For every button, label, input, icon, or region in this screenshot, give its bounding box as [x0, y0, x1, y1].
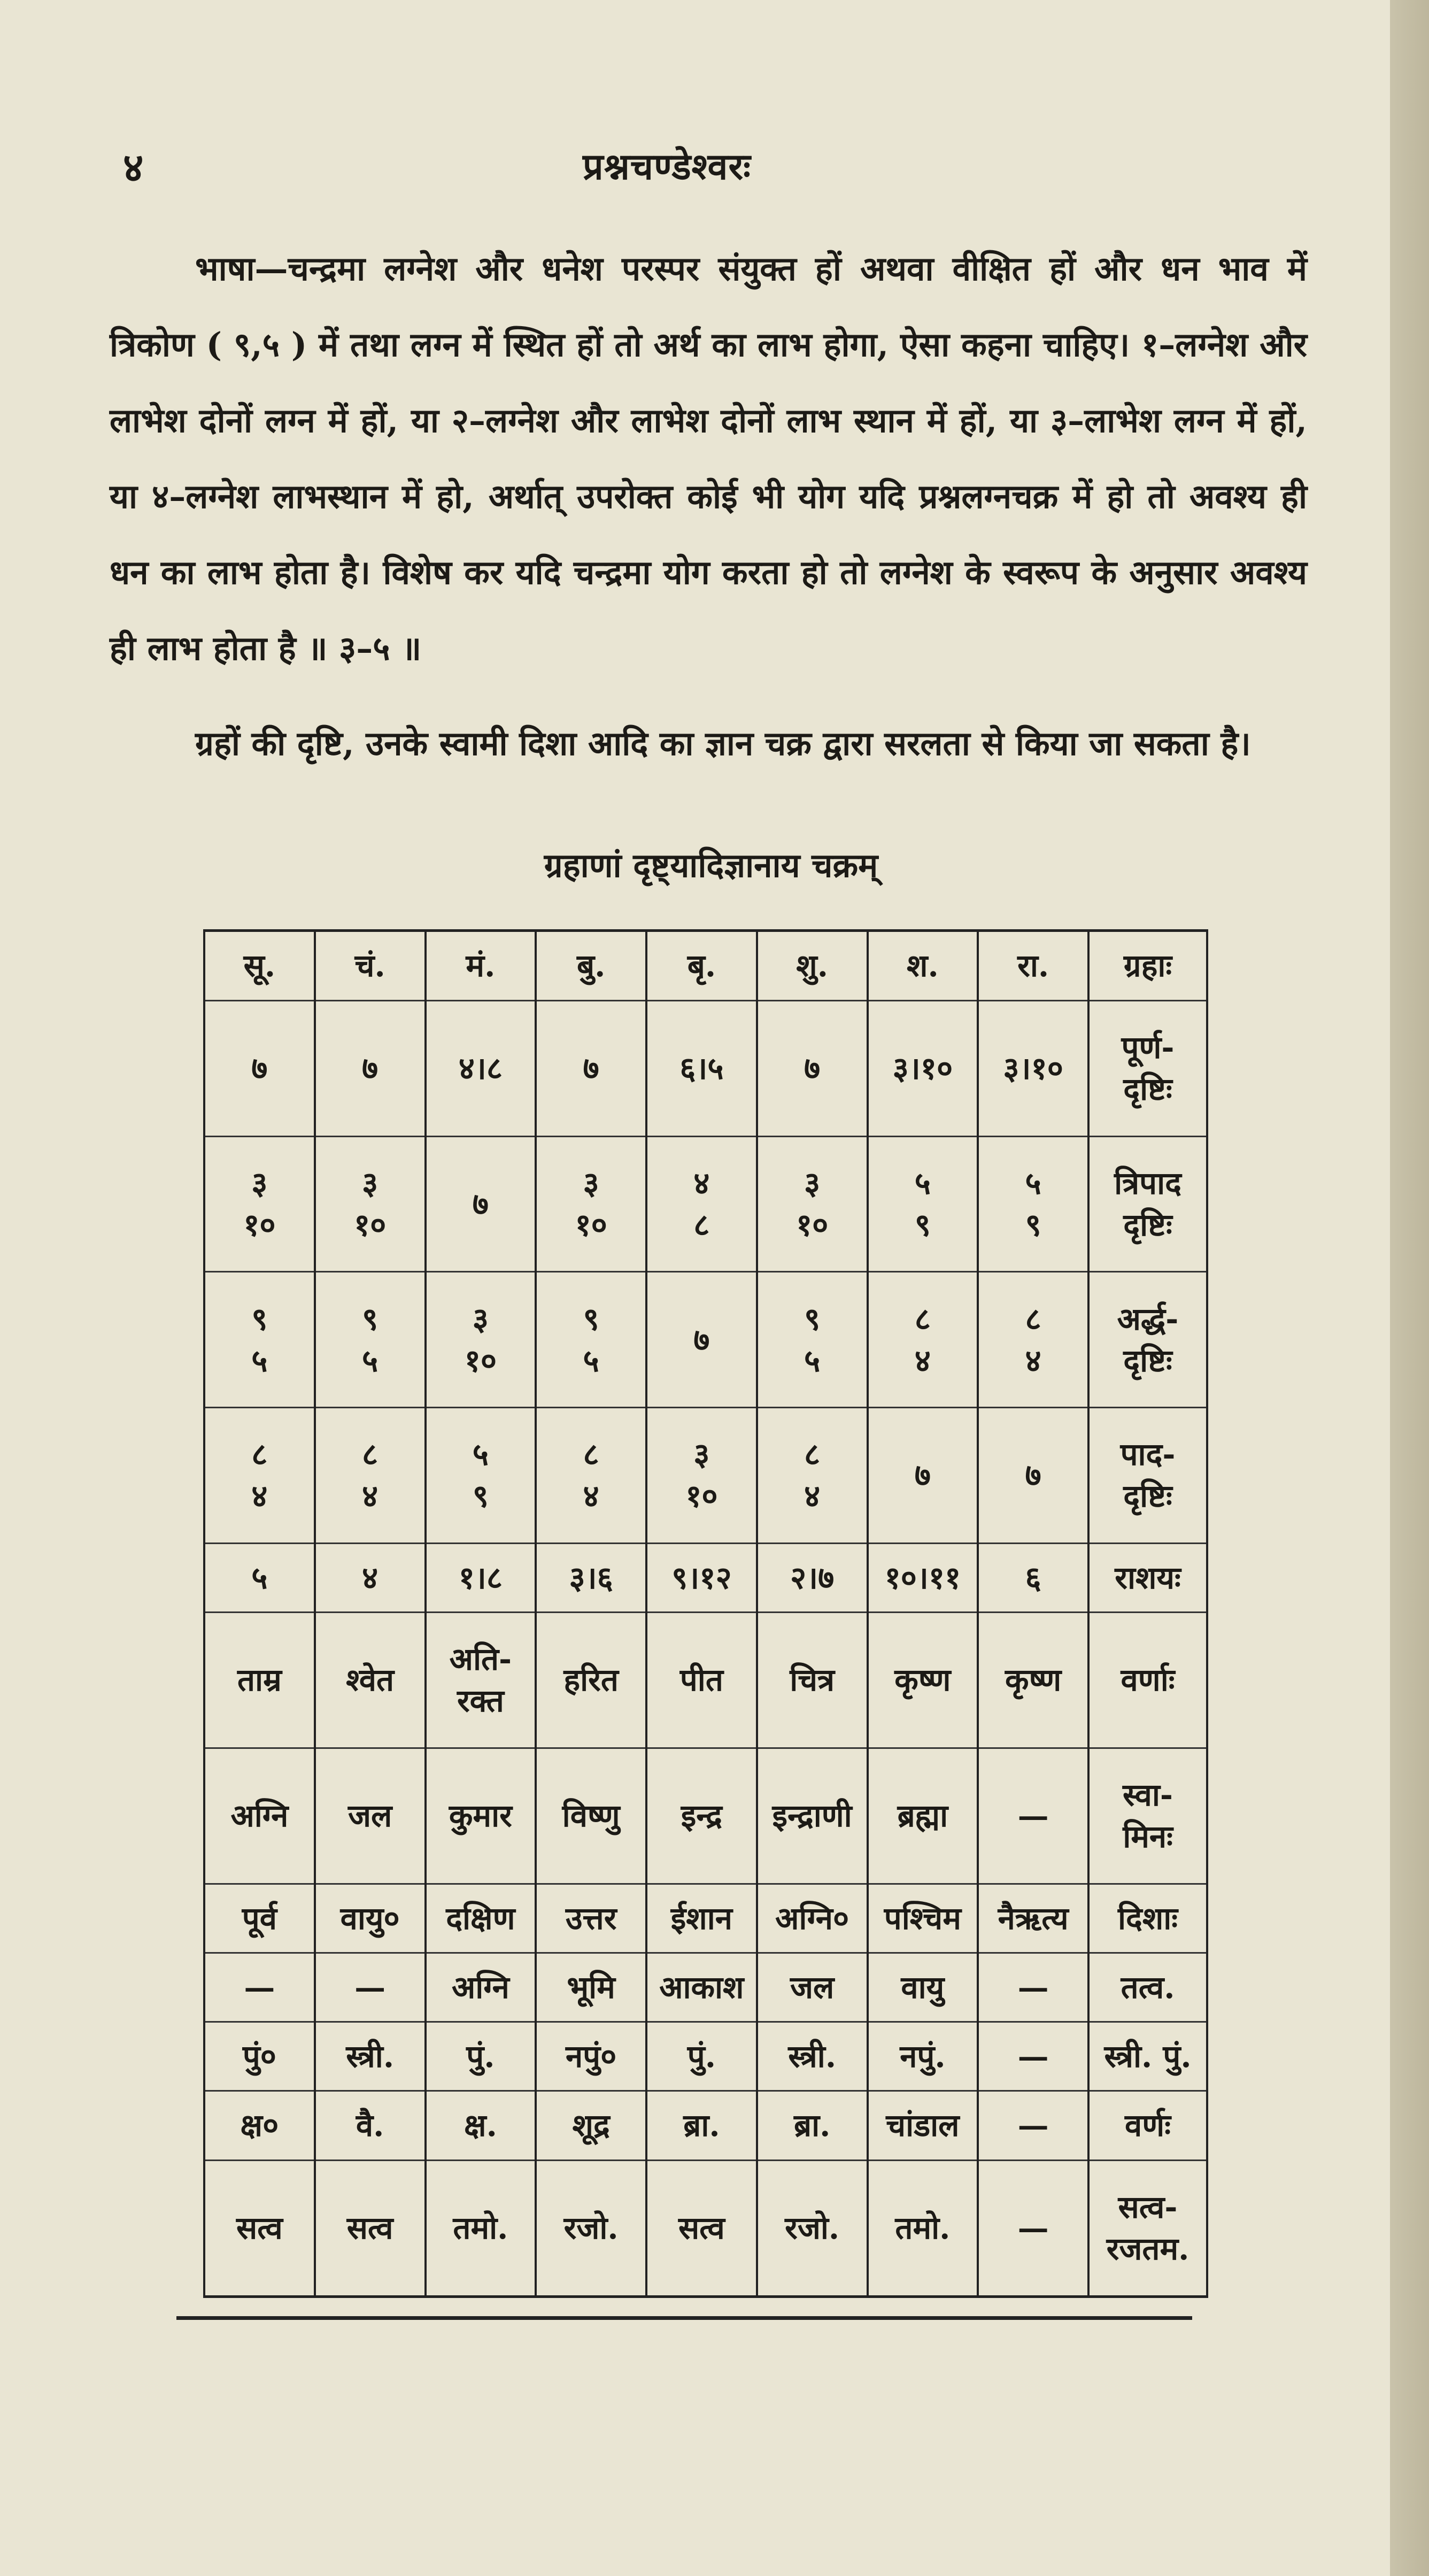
table-cell: पुं. [426, 2022, 536, 2091]
table-cell: पश्चिम [868, 1884, 978, 1953]
table-cell: ७ [868, 1408, 978, 1544]
row-label-cell: पाद- दृष्टिः [1088, 1408, 1207, 1544]
table-cell: उत्तर [536, 1884, 646, 1953]
table-cell: अति- रक्त [426, 1613, 536, 1748]
table-cell: ३।६ [536, 1543, 646, 1612]
table-cell: पीत [646, 1613, 757, 1748]
table-cell: ७ [536, 1000, 646, 1136]
table-row [204, 1748, 1207, 1884]
table-cell: ४ ८ [646, 1136, 757, 1272]
table-row [204, 1543, 1207, 1612]
row-label-cell: ग्रहाः [1088, 931, 1207, 1001]
table-cell: श्वेत [315, 1613, 426, 1748]
table-cell: नपुं० [536, 2022, 646, 2091]
table-cell: ९ ५ [204, 1272, 315, 1408]
row-label-cell: राशयः [1088, 1543, 1207, 1612]
table-cell: ५ ९ [868, 1136, 978, 1272]
table-cell: आकाश [646, 1953, 757, 2022]
table-cell: ३।१० [868, 1000, 978, 1136]
table-cell: चं. [315, 931, 426, 1001]
table-cell: भूमि [536, 1953, 646, 2022]
table-row [204, 1272, 1207, 1408]
table-cell: ४ [315, 1543, 426, 1612]
table-cell: श. [868, 931, 978, 1001]
table-cell: रा. [978, 931, 1088, 1001]
table-cell: इन्द्राणी [757, 1748, 868, 1884]
row-label-cell: त्रिपाद दृष्टिः [1088, 1136, 1207, 1272]
table-cell: पूर्व [204, 1884, 315, 1953]
table-cell: ८ ४ [536, 1408, 646, 1544]
table-cell: ब्रा. [757, 2091, 868, 2160]
table-cell: इन्द्र [646, 1748, 757, 1884]
page-edge [1390, 0, 1429, 2576]
row-label-cell: दिशाः [1088, 1884, 1207, 1953]
table-cell: ८ ४ [978, 1272, 1088, 1408]
bottom-rule [176, 2316, 1192, 2320]
table-cell: — [978, 1953, 1088, 2022]
table-cell: ६ [978, 1543, 1088, 1612]
row-label-cell: अर्द्ध- दृष्टिः [1088, 1272, 1207, 1408]
table-cell: ३ १० [646, 1408, 757, 1544]
table-cell: ७ [315, 1000, 426, 1136]
table-cell: ७ [978, 1408, 1088, 1544]
running-header: प्रश्नचण्डेश्वरः [583, 145, 751, 188]
table-row [204, 2160, 1207, 2296]
row-label-cell: वर्णाः [1088, 1613, 1207, 1748]
table-cell: बृ. [646, 931, 757, 1001]
table-cell: नैऋत्य [978, 1884, 1088, 1953]
table-cell: शु. [757, 931, 868, 1001]
table-cell: — [978, 1748, 1088, 1884]
table-cell: क्ष. [426, 2091, 536, 2160]
table-cell: वायु [868, 1953, 978, 2022]
table-cell: ब्रह्मा [868, 1748, 978, 1884]
table-cell: बु. [536, 931, 646, 1001]
table-cell: ४।८ [426, 1000, 536, 1136]
table-cell: हरित [536, 1613, 646, 1748]
table-cell: ५ ९ [426, 1408, 536, 1544]
table-cell: ७ [757, 1000, 868, 1136]
table-cell: ३ १० [536, 1136, 646, 1272]
table-row [204, 1000, 1207, 1136]
table-cell: पुं० [204, 2022, 315, 2091]
table-row [204, 1953, 1207, 2022]
table-cell: कुमार [426, 1748, 536, 1884]
table-cell: सत्व [204, 2160, 315, 2296]
table-cell: ८ ४ [315, 1408, 426, 1544]
paragraph-intro: ग्रहों की दृष्टि, उनके स्वामी दिशा आदि का ज्ञान चक्र द्वारा सरलता से किया जा सकता है। [195, 724, 1251, 763]
table-cell: ३ १० [315, 1136, 426, 1272]
table-cell: वै. [315, 2091, 426, 2160]
table-cell: ३ १० [426, 1272, 536, 1408]
table-cell: पुं. [646, 2022, 757, 2091]
table-cell: सत्व [646, 2160, 757, 2296]
table-cell: शूद्र [536, 2091, 646, 2160]
table-cell: मं. [426, 931, 536, 1001]
table-cell: कृष्ण [978, 1613, 1088, 1748]
table-cell: ९ ५ [536, 1272, 646, 1408]
row-label-cell: वर्णः [1088, 2091, 1207, 2160]
table-row [204, 1408, 1207, 1544]
table-cell: जल [757, 1953, 868, 2022]
table-cell: ८ ४ [204, 1408, 315, 1544]
table-row [204, 1613, 1207, 1748]
table-cell: स्त्री. [315, 2022, 426, 2091]
planet-table [203, 929, 1208, 2298]
table-cell: रजो. [536, 2160, 646, 2296]
table-cell: १०।११ [868, 1543, 978, 1612]
table-cell: ८ ४ [757, 1408, 868, 1544]
table-container [203, 929, 1219, 2309]
table-cell: ७ [204, 1000, 315, 1136]
table-row [204, 1136, 1207, 1272]
table-cell: रजो. [757, 2160, 868, 2296]
table-cell: अग्नि [204, 1748, 315, 1884]
row-label-cell: पूर्ण- दृष्टिः [1088, 1000, 1207, 1136]
row-label-cell: स्त्री. पुं. [1088, 2022, 1207, 2091]
table-title: ग्रहाणां दृष्ट्यादिज्ञानाय चक्रम् [544, 846, 878, 885]
table-cell: अग्नि० [757, 1884, 868, 1953]
table-cell: ५ [204, 1543, 315, 1612]
table-header-row [204, 931, 1207, 1001]
table-cell: जल [315, 1748, 426, 1884]
table-cell: अग्नि [426, 1953, 536, 2022]
table-cell: कृष्ण [868, 1613, 978, 1748]
table-cell: ७ [646, 1272, 757, 1408]
table-cell: स्त्री. [757, 2022, 868, 2091]
table-cell: ब्रा. [646, 2091, 757, 2160]
table-cell: क्ष० [204, 2091, 315, 2160]
table-cell: नपुं. [868, 2022, 978, 2091]
paragraph-translation: भाषा—चन्द्रमा लग्नेश और धनेश परस्पर संयुक्त हों अथवा वीक्षित हों और धन भाव में त्रिकोण ( ९,५ ) में तथा लग्न में स्थित हों तो अर्थ का लाभ होगा, ऐसा कहना चाहिए। १–लग्नेश और लाभेश दोनों लग्न में हों, या २–लग्नेश और लाभेश दोनों लाभ स्थान में हों, या ३–लाभेश लग्न में हों, या ४–लग्नेश लाभस्थान में हो, अर्थात् उपरोक्त कोई भी योग यदि प्रश्नलग्नचक्र में हो तो अवश्य ही धन का लाभ होता है। विशेष कर यदि चन्द्रमा योग करता हो तो लग्नेश के स्वरूप के अनुसार अवश्य ही लाभ होता है ॥ ३–५ ॥ [110, 249, 1307, 668]
table-cell: चांडाल [868, 2091, 978, 2160]
table-cell: दक्षिण [426, 1884, 536, 1953]
row-label-cell: स्वा- मिनः [1088, 1748, 1207, 1884]
table-cell: — [315, 1953, 426, 2022]
table-cell: ३ १० [204, 1136, 315, 1272]
table-cell: ताम्र [204, 1613, 315, 1748]
table-cell: ईशान [646, 1884, 757, 1953]
table-cell: ९ ५ [315, 1272, 426, 1408]
table-cell: — [978, 2160, 1088, 2296]
table-cell: सू. [204, 931, 315, 1001]
table-row [204, 1884, 1207, 1953]
table-cell: विष्णु [536, 1748, 646, 1884]
table-row [204, 2091, 1207, 2160]
table-cell: ३।१० [978, 1000, 1088, 1136]
table-cell: — [978, 2091, 1088, 2160]
table-cell: तमो. [868, 2160, 978, 2296]
table-cell: १।८ [426, 1543, 536, 1612]
table-row [204, 2022, 1207, 2091]
table-cell: वायु० [315, 1884, 426, 1953]
row-label-cell: सत्व- रजतम. [1088, 2160, 1207, 2296]
row-label-cell: तत्व. [1088, 1953, 1207, 2022]
table-cell: तमो. [426, 2160, 536, 2296]
table-cell: ३ १० [757, 1136, 868, 1272]
table-cell: — [204, 1953, 315, 2022]
table-cell: ८ ४ [868, 1272, 978, 1408]
table-cell: सत्व [315, 2160, 426, 2296]
table-cell: ९।१२ [646, 1543, 757, 1612]
table-cell: चित्र [757, 1613, 868, 1748]
table-cell: २।७ [757, 1543, 868, 1612]
page-number: ४ [123, 145, 144, 191]
table-cell: ७ [426, 1136, 536, 1272]
table-cell: ५ ९ [978, 1136, 1088, 1272]
table-cell: ९ ५ [757, 1272, 868, 1408]
table-cell: ६।५ [646, 1000, 757, 1136]
table-cell: — [978, 2022, 1088, 2091]
